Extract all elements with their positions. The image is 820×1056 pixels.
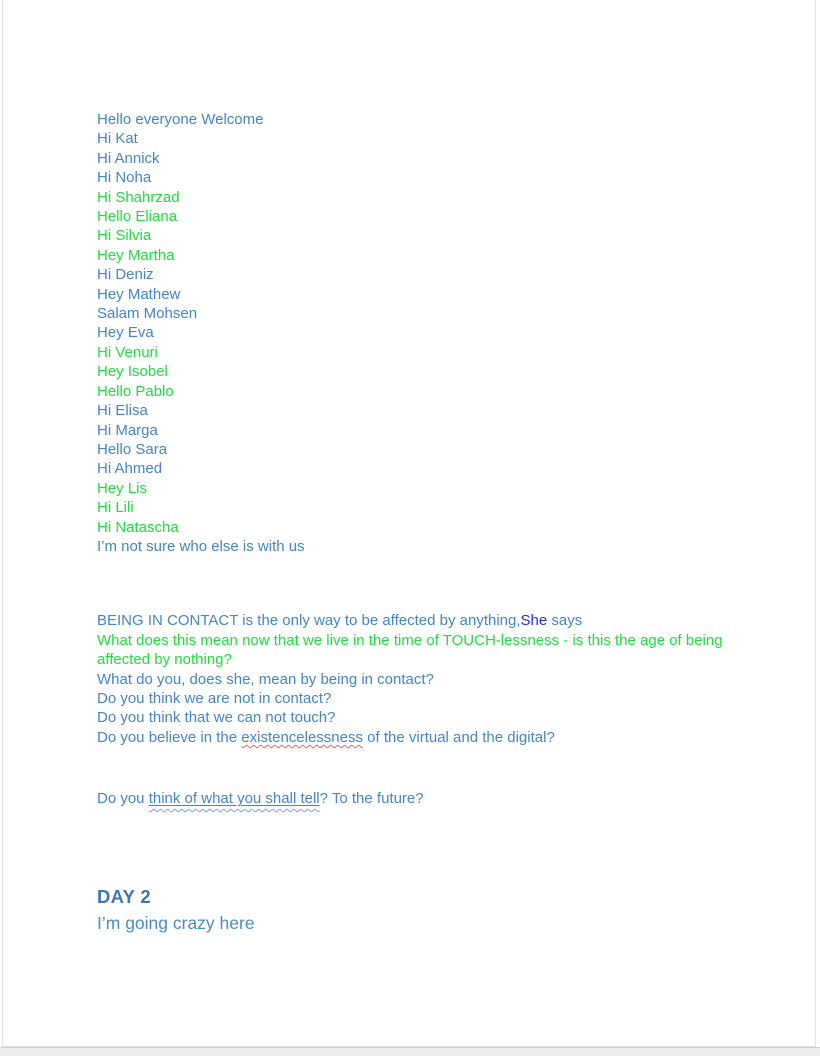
misspelled-word: existencelessness xyxy=(241,728,363,746)
greeting-line: Hi Natascha xyxy=(97,518,179,536)
greeting-line: Hi Marga xyxy=(97,421,158,439)
greeting-line: Hello Pablo xyxy=(97,382,174,400)
day-2-subtext: I’m going crazy here xyxy=(97,912,255,933)
greeting-line: Hey Mathew xyxy=(97,285,181,303)
greeting-line: Hello everyone Welcome xyxy=(97,111,264,128)
touchlessness-question: What does this mean now that we live in the time of TOUCH-lessness - is this the age of being affected by nothing? xyxy=(97,631,727,669)
greeting-line: Hi Venuri xyxy=(97,343,158,361)
question-existencelessness-prefix: Do you believe in the xyxy=(97,728,242,746)
greeting-line: Hi Deniz xyxy=(97,266,154,284)
greeting-line: Hey Isobel xyxy=(97,363,168,381)
greeting-line: Hey Martha xyxy=(97,246,175,264)
question-being-in-contact: What do you, does she, mean by being in contact? xyxy=(97,670,434,688)
she-highlight-text: She xyxy=(520,612,548,630)
question-existencelessness xyxy=(97,728,723,747)
day-2-heading: DAY 2 xyxy=(97,885,151,907)
greeting-line: Hi Annick xyxy=(97,149,160,167)
question-not-in-contact: Do you think we are not in contact? xyxy=(97,689,332,707)
greeting-line: Hi Noha xyxy=(97,169,152,187)
greeting-line: Hi Silvia xyxy=(97,227,152,245)
document-content xyxy=(3,0,815,935)
greeting-line: Hi Shahrzad xyxy=(97,188,180,206)
says-text: says xyxy=(547,612,583,630)
greeting-line: Hello Eliana xyxy=(97,208,178,226)
greeting-line: I’m not sure who else is with us xyxy=(97,537,305,555)
contact-statement-text: BEING IN CONTACT is the only way to be affected by anything, xyxy=(97,612,521,630)
contact-section xyxy=(97,611,727,747)
future-question-suffix: ? To the future? xyxy=(319,790,424,808)
greeting-line: Hey Eva xyxy=(97,324,154,342)
underlined-phrase: think of what you shall tell xyxy=(148,790,320,808)
page-gap xyxy=(0,1047,820,1056)
grammar-flagged-phrase xyxy=(149,790,320,807)
greeting-line: Hello Sara xyxy=(97,440,168,458)
greeting-line: Hi Elisa xyxy=(97,402,148,420)
greeting-line: Hi Ahmed xyxy=(97,460,163,478)
greeting-line: Hi Kat xyxy=(97,130,138,148)
question-can-not-touch: Do you think that we can not touch? xyxy=(97,709,336,727)
contact-statement-line xyxy=(97,611,723,630)
greetings-list xyxy=(97,110,723,556)
document-page[interactable] xyxy=(2,0,816,1047)
greeting-line: Hey Lis xyxy=(97,479,148,497)
future-question-prefix: Do you xyxy=(97,790,149,808)
question-existencelessness-suffix: of the virtual and the digital? xyxy=(363,728,555,746)
greeting-line: Hi Lili xyxy=(97,499,134,517)
future-question-line xyxy=(97,789,723,808)
greeting-line: Salam Mohsen xyxy=(97,305,198,323)
